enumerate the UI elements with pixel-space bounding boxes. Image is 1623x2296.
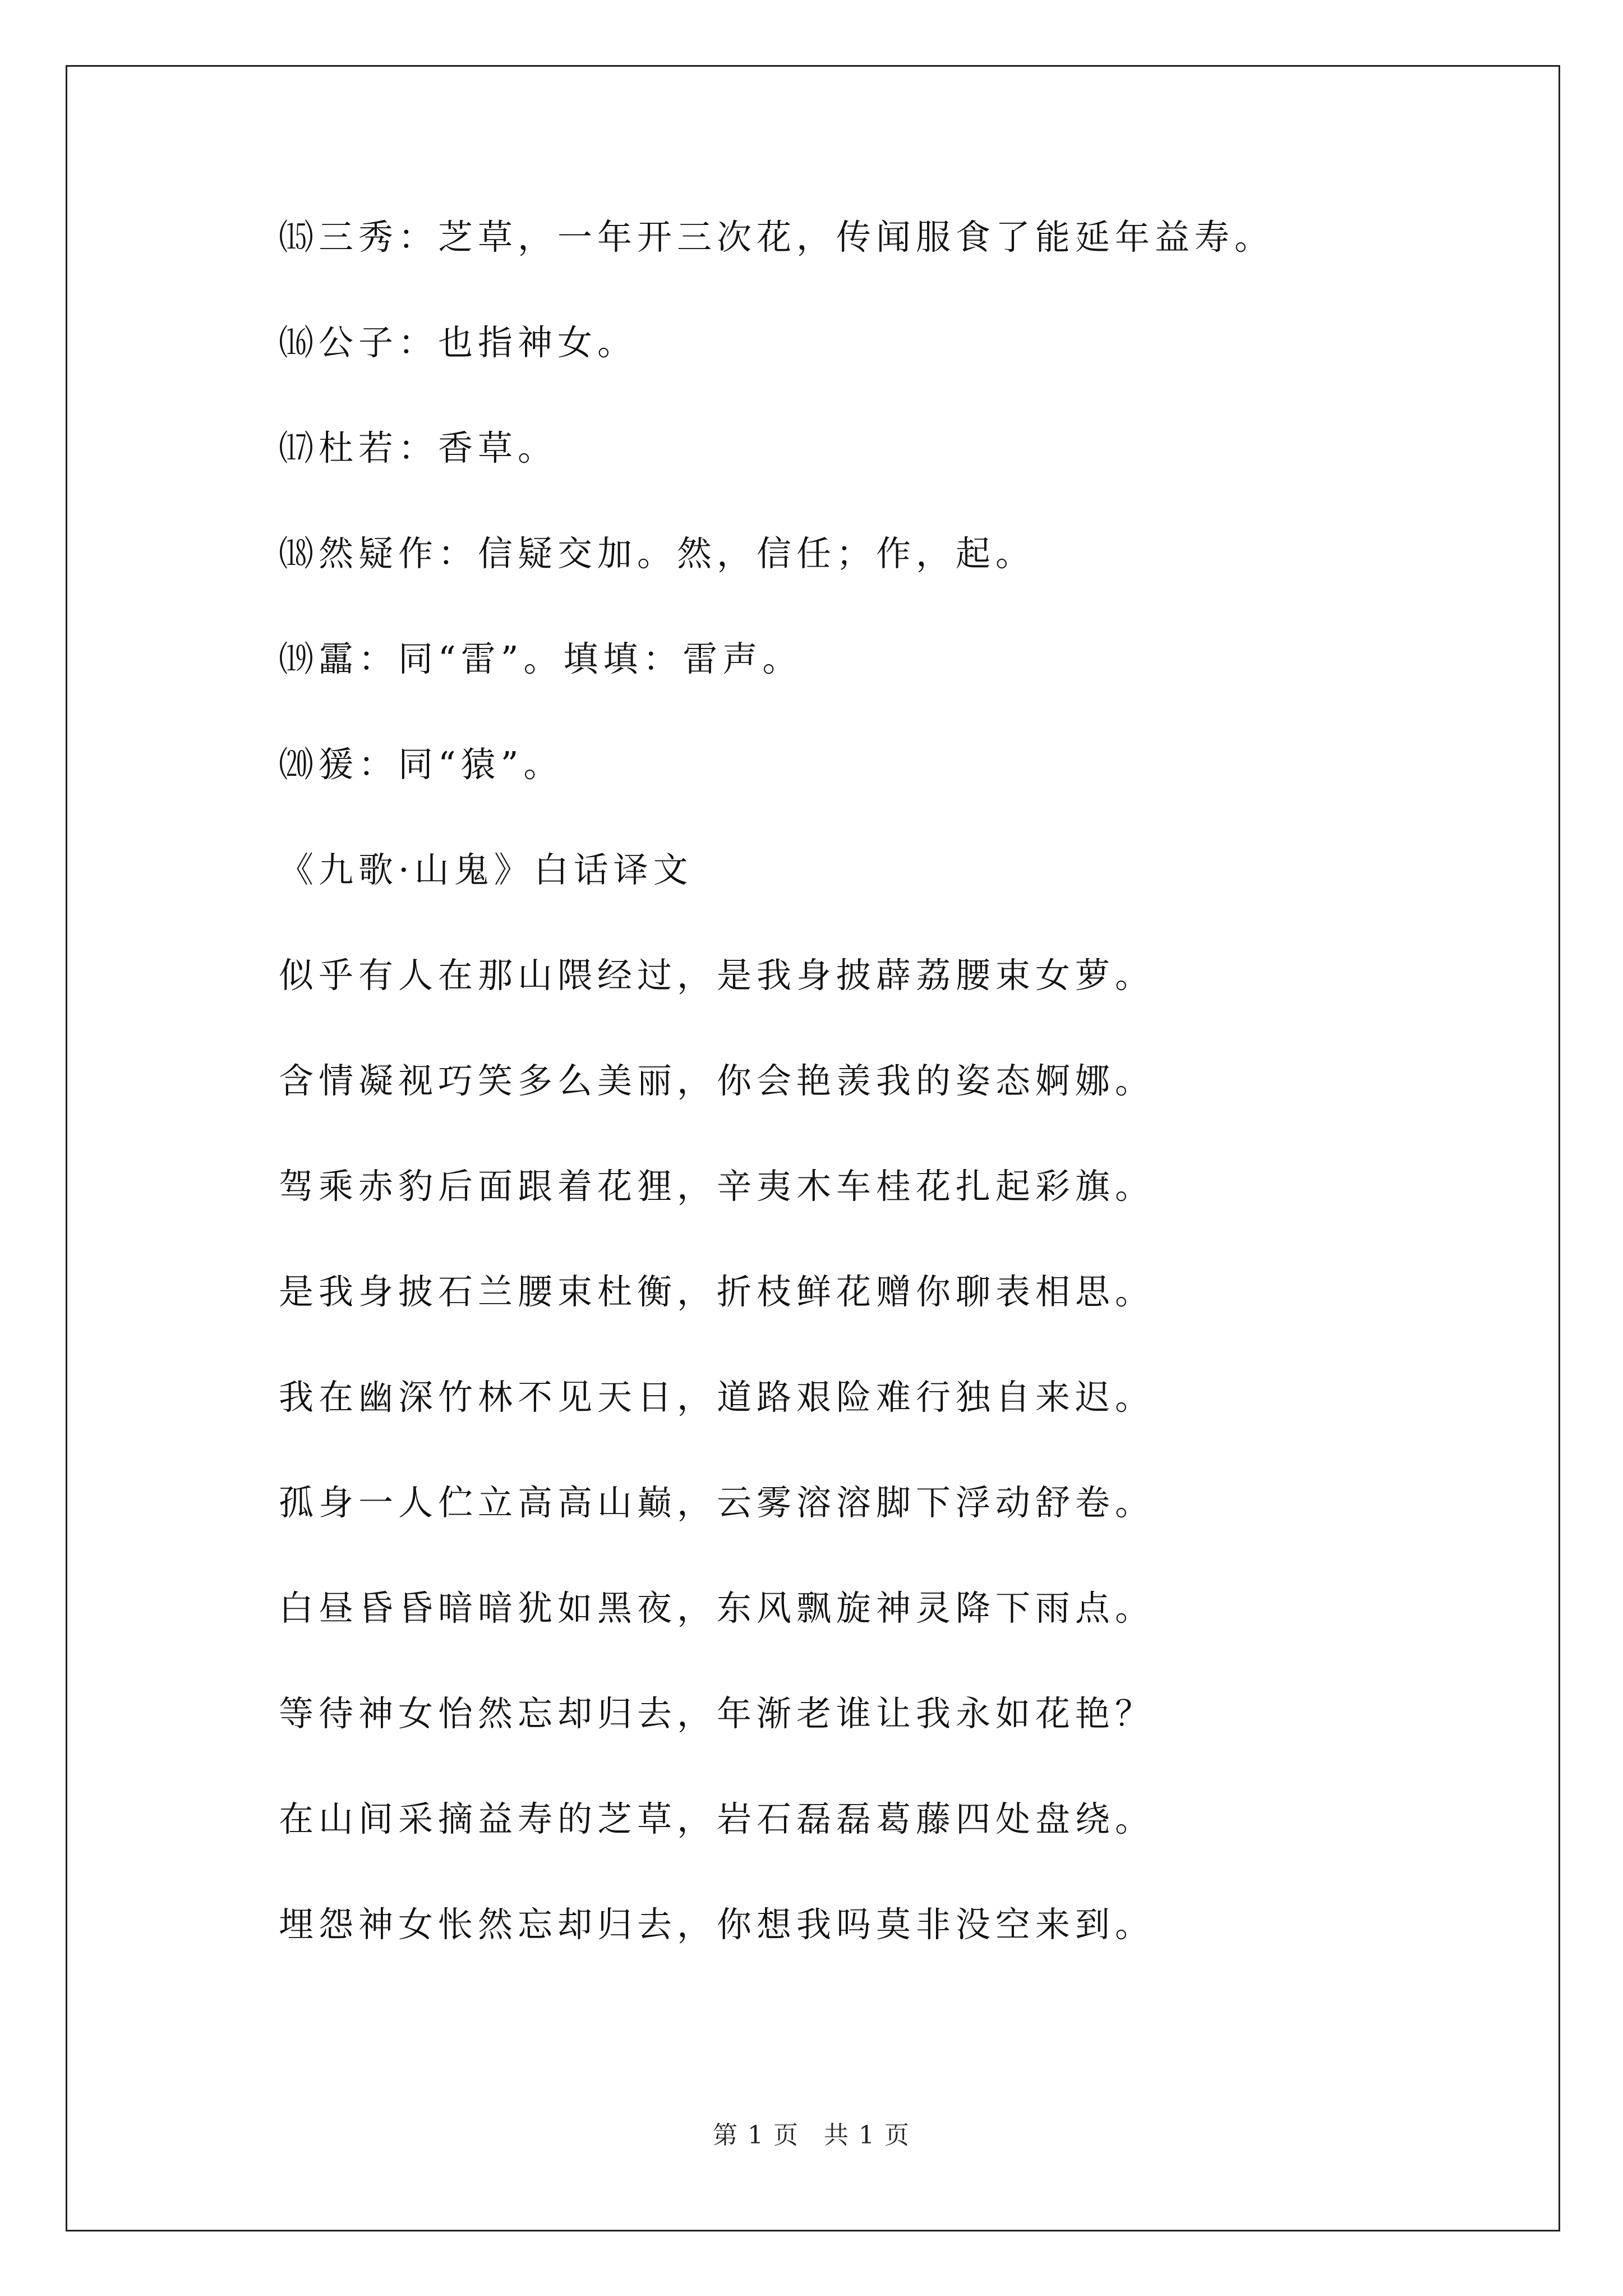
translation-line: 是我身披石兰腰束杜衡，折枝鲜花赠你聊表相思。 xyxy=(279,1271,1155,1312)
translation-line: 似乎有人在那山隈经过，是我身披薜荔腰束女萝。 xyxy=(279,955,1155,996)
note-line: ⒇猨：同“猿”。 xyxy=(279,744,564,785)
page-footer xyxy=(0,2123,1623,2148)
translation-line: 等待神女怡然忘却归去，年渐老谁让我永如花艳？ xyxy=(279,1693,1155,1734)
page-total: 共 1 页 xyxy=(824,2121,910,2150)
note-line: ⒄杜若：香草。 xyxy=(279,427,558,468)
note-line: ⒆靁：同“雷”。填填：雷声。 xyxy=(279,638,803,679)
translation-line: 在山间采摘益寿的芝草，岩石磊磊葛藤四处盘绕。 xyxy=(279,1798,1155,1839)
note-line: ⒅然疑作：信疑交加。然，信任；作，起。 xyxy=(279,533,1036,574)
page-number: 第 1 页 xyxy=(713,2121,799,2150)
translation-line: 白昼昏昏暗暗犹如黑夜，东风飘旋神灵降下雨点。 xyxy=(279,1588,1155,1628)
note-line: ⒂三秀：芝草，一年开三次花，传闻服食了能延年益寿。 xyxy=(279,217,1275,257)
translation-line: 驾乘赤豹后面跟着花狸，辛夷木车桂花扎起彩旗。 xyxy=(279,1166,1155,1207)
translation-line: 含情凝视巧笑多么美丽，你会艳羡我的姿态婀娜。 xyxy=(279,1060,1155,1101)
translation-line: 孤身一人伫立高高山巅，云雾溶溶脚下浮动舒卷。 xyxy=(279,1482,1155,1523)
document-body xyxy=(279,217,1484,2013)
note-line: ⒃公子：也指神女。 xyxy=(279,322,638,363)
translation-heading: 《九歌·山鬼》白话译文 xyxy=(279,849,693,890)
translation-line: 埋怨神女怅然忘却归去，你想我吗莫非没空来到。 xyxy=(279,1904,1155,1945)
translation-line: 我在幽深竹林不见天日，道路艰险难行独自来迟。 xyxy=(279,1377,1155,1418)
